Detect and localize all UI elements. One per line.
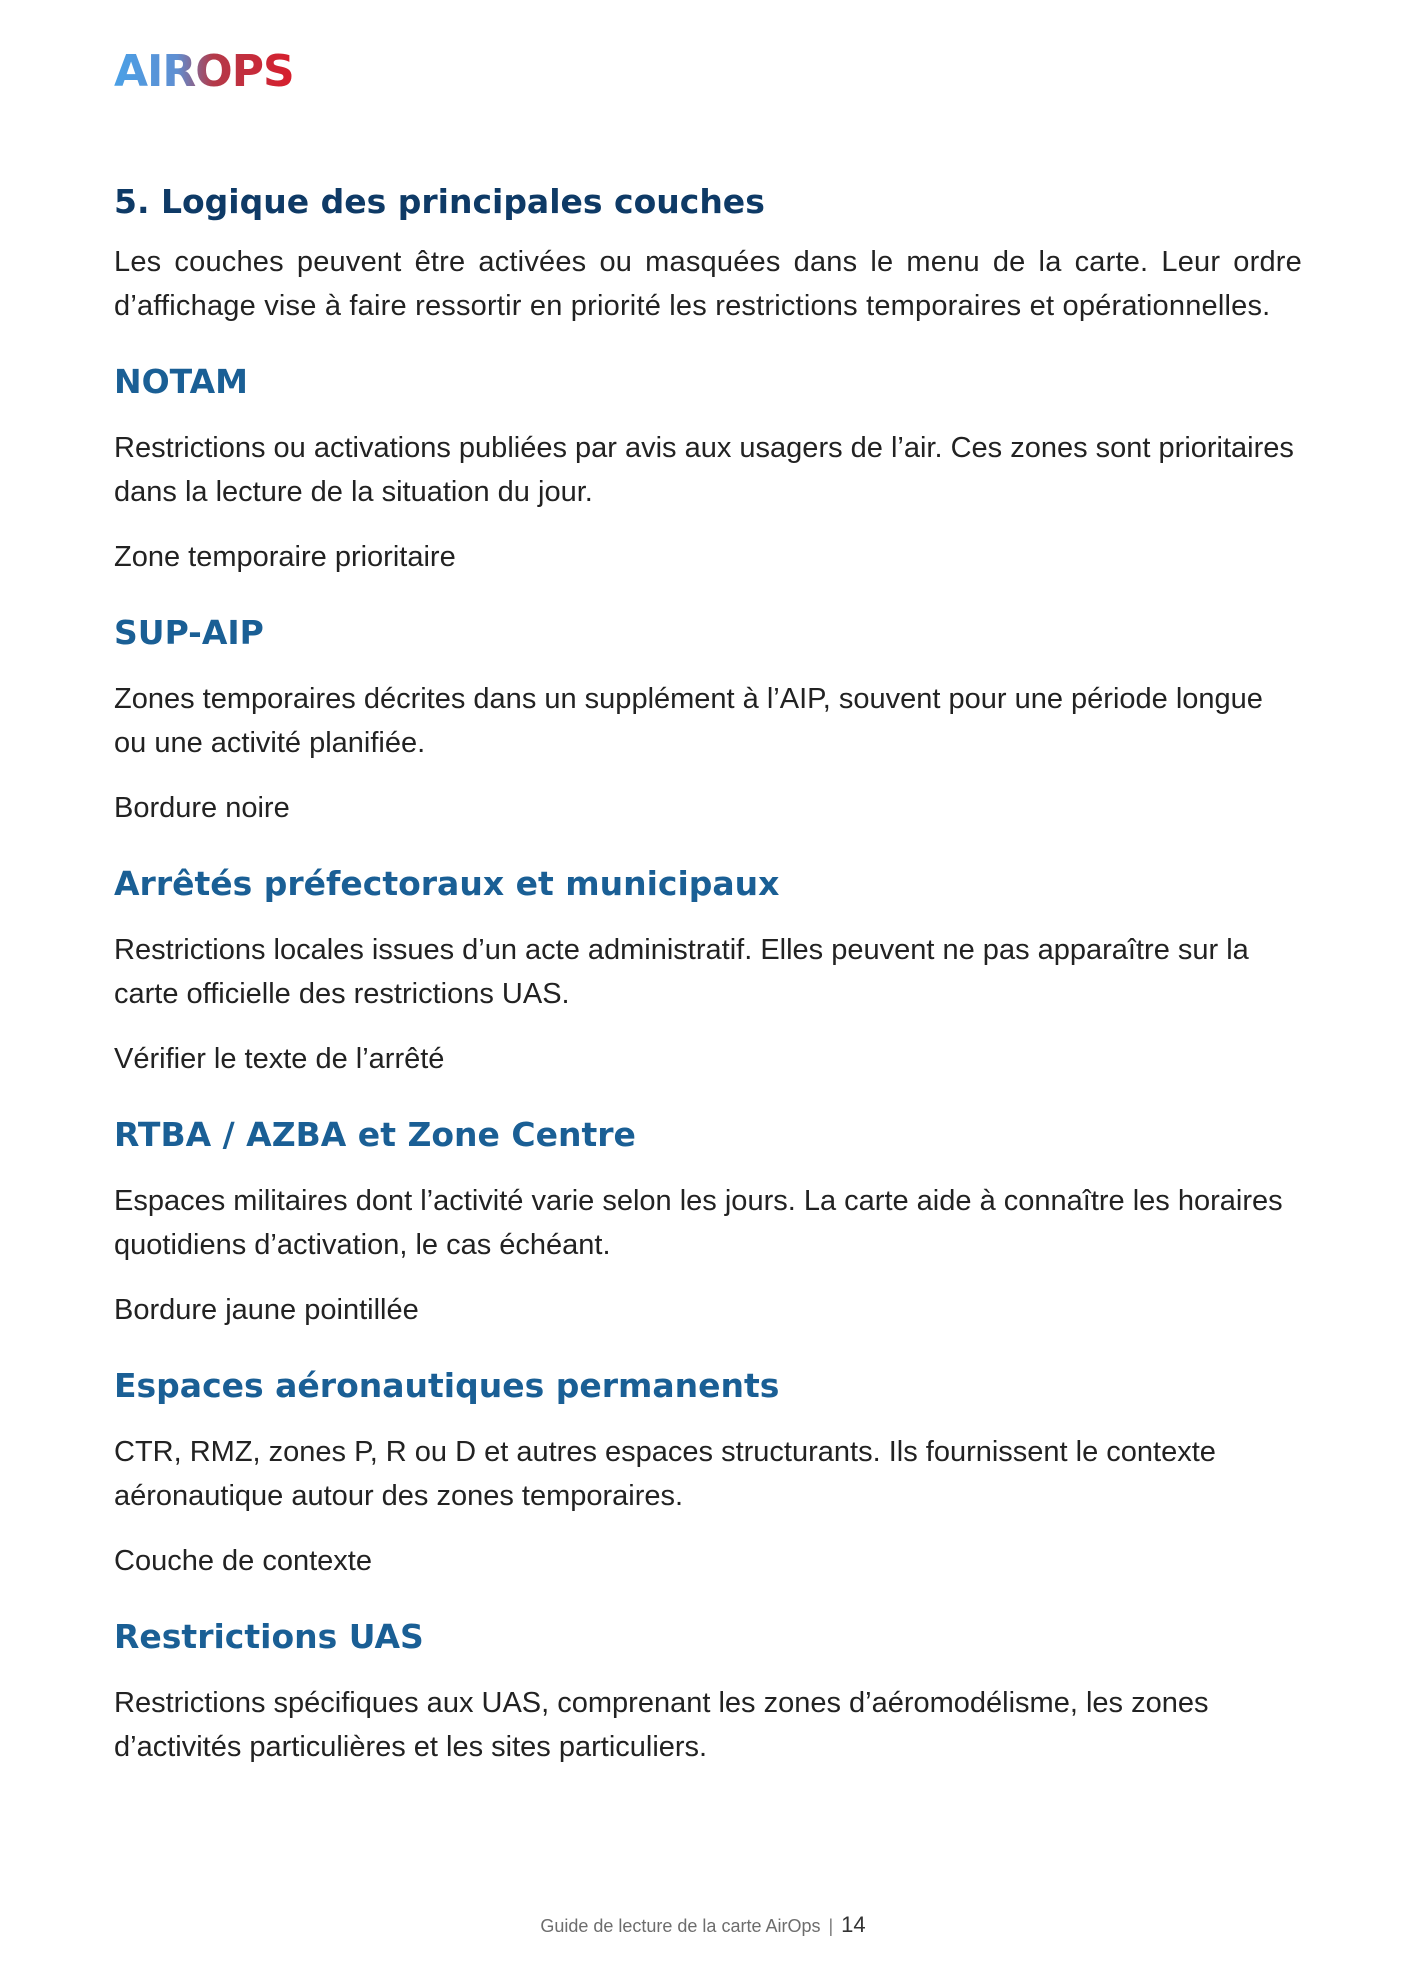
layer-restrictions-uas [114, 1613, 1302, 1769]
svg-text:AIROPS: AIROPS [114, 46, 294, 96]
airops-logo [114, 44, 294, 96]
layer-note: Zone temporaire prioritaire [114, 541, 456, 573]
layer-arretes [114, 860, 1302, 1081]
layer-description: Espaces militaires dont l’activité varie selon les jours. La carte aide à connaître les horaires quotidiens d’activation, le cas échéant. [114, 1185, 1283, 1261]
airops-logo-mark [114, 44, 294, 96]
layer-sup-aip [114, 609, 1302, 830]
layer-notam [114, 358, 1302, 579]
main-content [114, 178, 1302, 1769]
layer-rtba-azba [114, 1111, 1302, 1332]
layer-title: RTBA / AZBA et Zone Centre [114, 1115, 636, 1154]
layer-note: Bordure noire [114, 792, 290, 824]
layer-espaces-permanents [114, 1362, 1302, 1583]
layer-note: Vérifier le texte de l’arrêté [114, 1043, 445, 1075]
page-number: 14 [841, 1912, 866, 1937]
layer-note: Bordure jaune pointillée [114, 1294, 419, 1326]
layer-title: NOTAM [114, 362, 248, 401]
layer-title: Restrictions UAS [114, 1617, 424, 1656]
section-intro: Les couches peuvent être activées ou masquées dans le menu de la carte. Leur ordre d’affichage vise à faire ressortir en priorité les restrictions temporaires et opérationnelles. [114, 246, 1302, 322]
layer-description: Restrictions locales issues d’un acte administratif. Elles peuvent ne pas apparaître sur la carte officielle des restrictions UAS. [114, 934, 1249, 1010]
layer-note: Couche de contexte [114, 1545, 372, 1577]
layer-description: CTR, RMZ, zones P, R ou D et autres espaces structurants. Ils fournissent le contexte aéronautique autour des zones temporaires. [114, 1436, 1216, 1512]
layer-title: SUP-AIP [114, 613, 264, 652]
layer-description: Zones temporaires décrites dans un supplément à l’AIP, souvent pour une période longue ou une activité planifiée. [114, 683, 1263, 759]
section-heading: 5. Logique des principales couches [114, 182, 765, 221]
layer-description: Restrictions ou activations publiées par avis aux usagers de l’air. Ces zones sont prioritaires dans la lecture de la situation du jour. [114, 432, 1294, 508]
layer-description: Restrictions spécifiques aux UAS, comprenant les zones d’aéromodélisme, les zones d’activités particulières et les sites particuliers. [114, 1687, 1209, 1763]
page-footer [0, 1910, 1406, 1941]
layer-title: Espaces aéronautiques permanents [114, 1366, 780, 1405]
footer-title: Guide de lecture de la carte AirOps [540, 1916, 821, 1936]
footer-separator: | [828, 1916, 834, 1936]
layer-title: Arrêtés préfectoraux et municipaux [114, 864, 780, 903]
